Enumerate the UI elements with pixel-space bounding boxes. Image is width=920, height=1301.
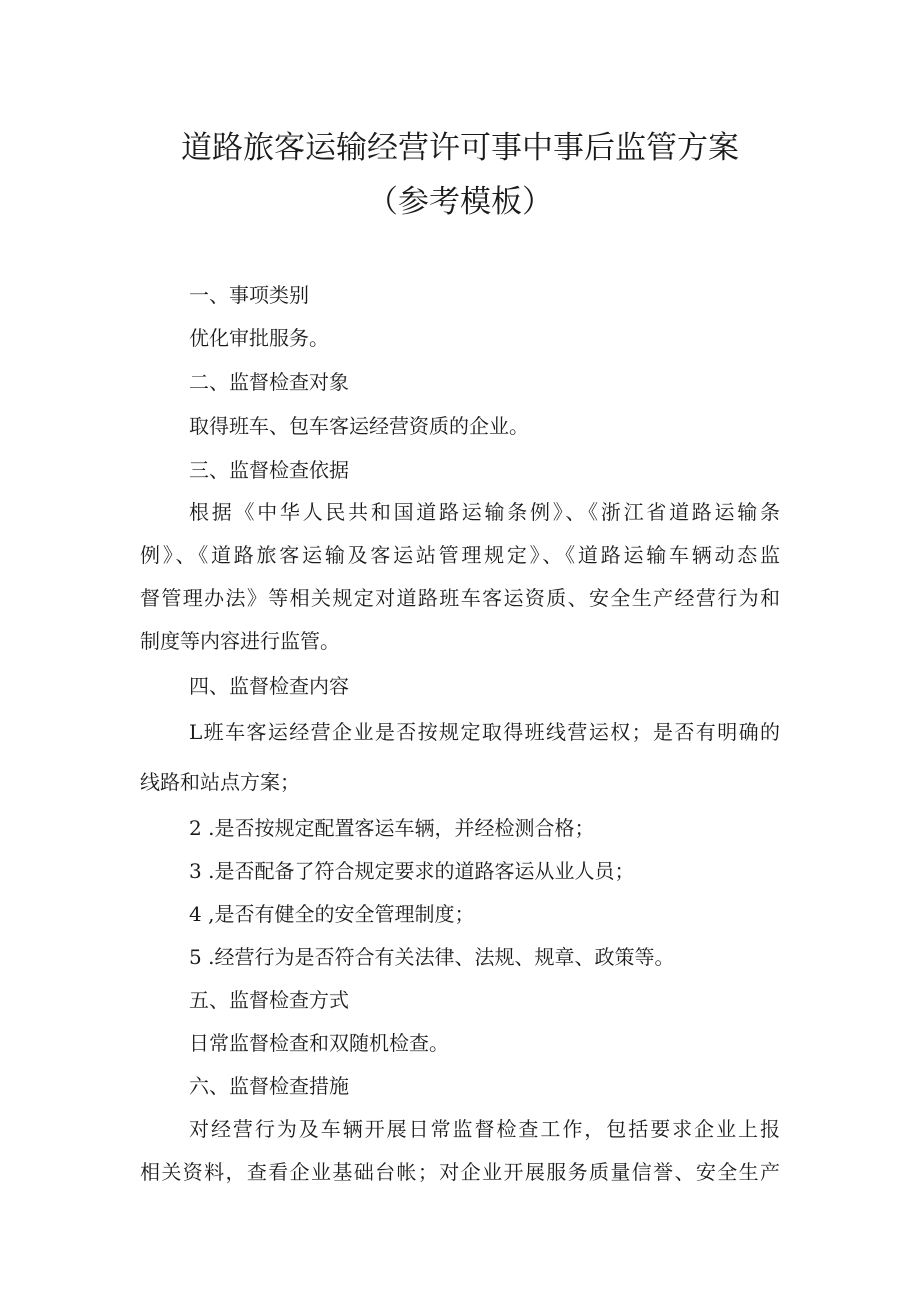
basis-paragraph-line: 根据《中华人民共和国道路运输条例》、《浙江省道路运输条 — [189, 500, 780, 524]
section-heading-category: 一、事项类别 — [189, 283, 309, 307]
content-item-4: 4 ,是否有健全的安全管理制度； — [189, 902, 475, 926]
basis-paragraph-line: 例》、《道路旅客运输及客运站管理规定》、《道路运输车辆动态监 — [140, 543, 780, 567]
section-heading-target: 二、监督检查对象 — [189, 370, 349, 394]
section-heading-content: 四、监督检查内容 — [189, 674, 349, 698]
content-item-1-line: L班车客运经营企业是否按规定取得班线营运权；是否有明确的 — [189, 720, 780, 744]
section-body-category: 优化审批服务。 — [189, 326, 329, 350]
measures-paragraph-line: 相关资料，查看企业基础台帐；对企业开展服务质量信誉、安全生产 — [140, 1160, 780, 1184]
measures-paragraph-line: 对经营行为及车辆开展日常监督检查工作，包括要求企业上报 — [189, 1117, 780, 1141]
content-item-2: 2 .是否按规定配置客运车辆，并经检测合格； — [189, 816, 595, 840]
content-item-1-line: 线路和站点方案； — [140, 770, 300, 794]
content-item-3: 3 .是否配备了符合规定要求的道路客运从业人员； — [189, 859, 635, 883]
document-title: 道路旅客运输经营许可事中事后监管方案 — [181, 130, 739, 166]
section-body-method: 日常监督检查和双随机检查。 — [189, 1031, 449, 1055]
document-subtitle: （参考模板） — [367, 184, 553, 220]
basis-paragraph-line: 制度等内容进行监管。 — [140, 629, 340, 653]
content-item-5: 5 .经营行为是否符合有关法律、法规、规章、政策等。 — [189, 945, 675, 969]
section-heading-measures: 六、监督检查措施 — [189, 1074, 349, 1098]
section-heading-method: 五、监督检查方式 — [189, 988, 349, 1012]
section-body-target: 取得班车、包车客运经营资质的企业。 — [189, 414, 529, 438]
basis-paragraph-line: 督管理办法》等相关规定对道路班车客运资质、安全生产经营行为和 — [140, 586, 780, 610]
section-heading-basis: 三、监督检查依据 — [189, 458, 349, 482]
